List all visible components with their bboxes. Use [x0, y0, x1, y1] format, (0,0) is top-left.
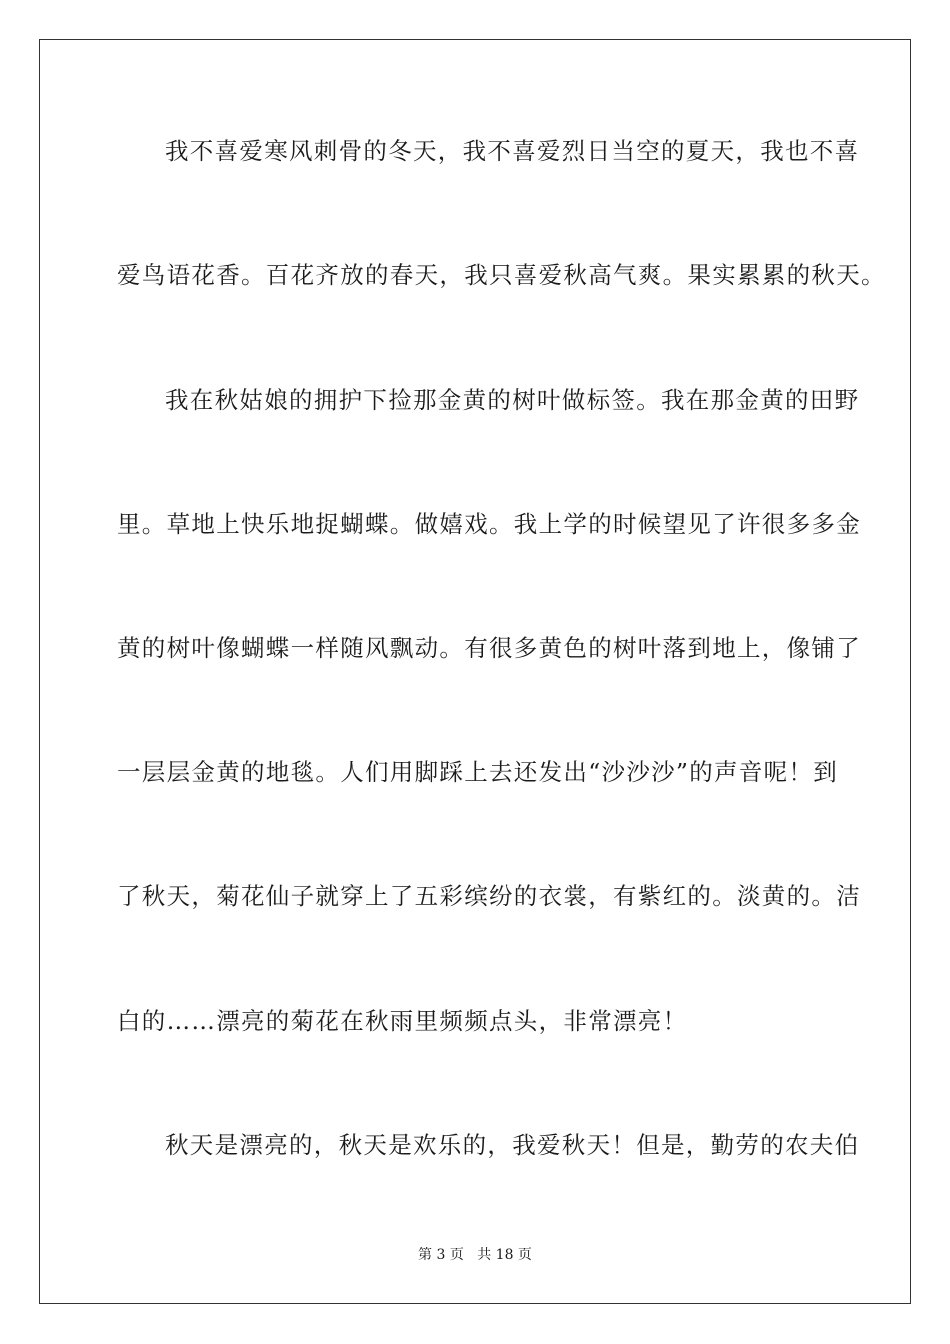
paragraph-1-line-1: 我不喜爱寒风刺骨的冬天，我不喜爱烈日当空的夏天，我也不喜	[165, 137, 860, 165]
page-total: 共 18 页	[477, 1247, 532, 1263]
paragraph-2-line-2: 里。草地上快乐地捉蝴蝶。做嬉戏。我上学的时候望见了许很多多金	[117, 510, 861, 538]
paragraph-2-line-3: 黄的树叶像蝴蝶一样随风飘动。有很多黄色的树叶落到地上，像铺了	[117, 634, 861, 662]
paragraph-1-line-2: 爱鸟语花香。百花齐放的春天，我只喜爱秋高气爽。果实累累的秋天。	[117, 261, 886, 289]
page-footer	[0, 1246, 950, 1264]
paragraph-2-line-5: 了秋天，菊花仙子就穿上了五彩缤纷的衣裳，有紫红的。淡黄的。洁	[117, 882, 861, 910]
paragraph-2-line-6: 白的……漂亮的菊花在秋雨里频频点头，非常漂亮！	[117, 1007, 688, 1035]
paragraph-2-line-1: 我在秋姑娘的拥护下捡那金黄的树叶做标签。我在那金黄的田野	[165, 386, 860, 414]
paragraph-2-line-4: 一层层金黄的地毯。人们用脚踩上去还发出“沙沙沙”的声音呢！到	[117, 758, 839, 786]
page-number: 第 3 页	[418, 1247, 464, 1263]
page-border	[39, 39, 911, 1304]
paragraph-3-line-1: 秋天是漂亮的，秋天是欢乐的，我爱秋天！但是，勤劳的农夫伯	[165, 1131, 860, 1159]
